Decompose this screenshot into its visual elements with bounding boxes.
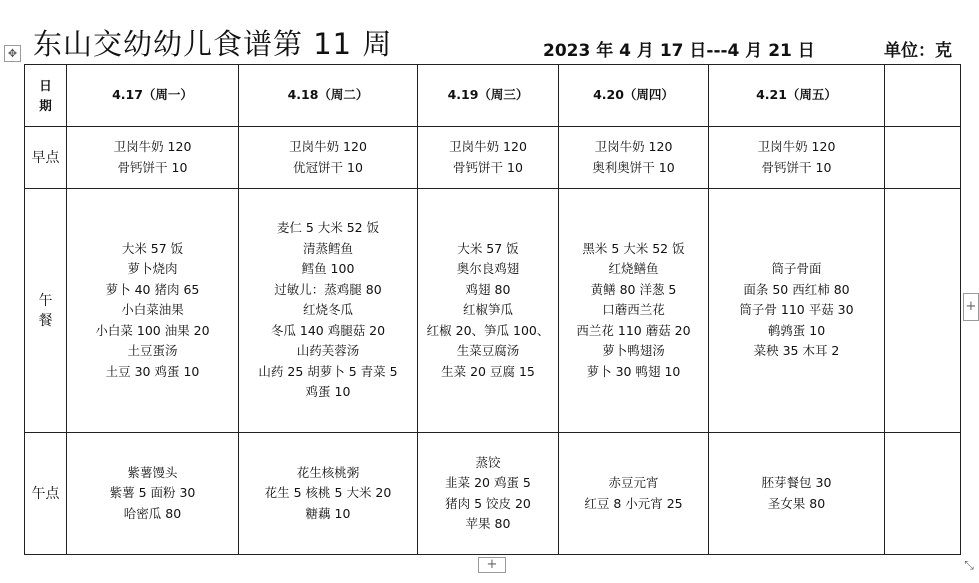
menu-item-line: 筒子骨面: [771, 261, 822, 277]
menu-item-line: 奥尔良鸡翅: [456, 261, 520, 277]
menu-item-line: 山药 25 胡萝卜 5 青菜 5: [258, 363, 398, 379]
menu-item-line: 冬瓜 140 鸡腿菇 20: [270, 322, 386, 338]
menu-item-line: 骨钙饼干 10: [761, 159, 832, 175]
menu-cell: [418, 433, 559, 555]
menu-cell: [239, 127, 418, 189]
menu-item-line: 鸡蛋 10: [305, 384, 351, 400]
menu-item-line: 黑米 5 大米 52 饭: [582, 240, 685, 256]
menu-item-line: 红烧冬瓜: [302, 302, 353, 318]
menu-item-line: 红豆 8 小元宵 25: [584, 495, 683, 511]
menu-item-line: 筒子骨 110 平菇 30: [739, 302, 854, 318]
date-range: 2023 年 4 月 17 日---4 月 21 日: [543, 41, 815, 61]
menu-item-line: 面条 50 西红柿 80: [743, 281, 850, 297]
unit-label: 单位：克: [884, 41, 952, 61]
header-row: [25, 65, 961, 127]
meal-label: 早点: [25, 127, 67, 189]
menu-item-line: 菜秧 35 木耳 2: [753, 343, 840, 359]
menu-cell: [67, 189, 239, 433]
title-row: [0, 0, 979, 62]
menu-item-line: 鹌鹑蛋 10: [767, 322, 826, 338]
menu-item-line: 韭菜 20 鸡蛋 5: [445, 475, 531, 490]
menu-item-line: 苹果 80: [465, 516, 511, 531]
menu-item-line: 清蒸鳕鱼: [302, 240, 353, 256]
menu-item-line: 圣女果 80: [767, 495, 826, 511]
day-header: 4.21（周五）: [709, 65, 885, 127]
menu-item-line: 蒸饺: [475, 454, 501, 470]
menu-item-line: 小白菜 100 油果 20: [95, 322, 210, 338]
page-title: 东山交幼幼儿食谱第 11 周: [33, 27, 393, 61]
menu-item-line: 卫岗牛奶 120: [289, 139, 367, 154]
menu-item-line: 红烧鳝鱼: [608, 261, 659, 277]
menu-table: [24, 64, 961, 555]
menu-item-line: 哈密瓜 80: [123, 505, 182, 521]
menu-cell: [709, 127, 885, 189]
menu-item-line: 鳕鱼 100: [301, 261, 355, 277]
empty-cell: [885, 127, 961, 189]
menu-item-line: 过敏儿：蒸鸡腿 80: [274, 281, 382, 297]
day-header: 4.18（周二）: [239, 65, 418, 127]
menu-item-line: 红椒笋瓜: [462, 302, 513, 318]
menu-item-line: 紫薯 5 面粉 30: [109, 485, 196, 501]
menu-item-line: 小白菜油果: [121, 302, 184, 318]
day-header: 4.19（周三）: [418, 65, 559, 127]
menu-item-line: 卫岗牛奶 120: [113, 139, 192, 154]
meal-row: [25, 127, 961, 189]
menu-cell: [709, 189, 885, 433]
menu-item-line: 奥利奥饼干 10: [592, 159, 675, 175]
empty-cell: [885, 65, 961, 127]
menu-item-line: 土豆 30 鸡蛋 10: [105, 363, 200, 379]
menu-item-line: 骨钙饼干 10: [117, 159, 188, 175]
menu-item-line: 萝卜 30 鸭翅 10: [586, 363, 681, 379]
menu-item-line: 黄鳝 80 洋葱 5: [590, 281, 677, 297]
menu-item-line: 卫岗牛奶 120: [757, 139, 836, 154]
meal-label: 午 餐: [25, 189, 67, 433]
menu-cell: [559, 189, 709, 433]
add-row-button[interactable]: +: [478, 557, 506, 573]
menu-cell: [67, 433, 239, 555]
menu-cell: [559, 127, 709, 189]
menu-cell: [239, 433, 418, 555]
menu-cell: [559, 433, 709, 555]
menu-item-line: 糖藕 10: [305, 505, 351, 521]
meal-row: [25, 433, 961, 555]
menu-item-line: 花生 5 核桃 5 大米 20: [264, 485, 392, 501]
menu-item-line: 萝卜 40 猪肉 65: [105, 281, 200, 297]
menu-cell: [67, 127, 239, 189]
meal-row: [25, 189, 961, 433]
table-move-icon[interactable]: ✥: [4, 45, 21, 62]
empty-cell: [885, 433, 961, 555]
menu-item-line: 山药芙蓉汤: [296, 343, 360, 359]
add-column-button[interactable]: +: [963, 293, 979, 321]
menu-item-line: 紫薯馒头: [127, 464, 178, 480]
menu-item-line: 土豆蛋汤: [127, 343, 178, 359]
menu-item-line: 生菜 20 豆腐 15: [441, 363, 535, 379]
menu-item-line: 卫岗牛奶 120: [449, 139, 527, 154]
menu-cell: [418, 189, 559, 433]
menu-cell: [709, 433, 885, 555]
date-column-header: 日 期: [25, 65, 67, 127]
menu-item-line: 优冠饼干 10: [293, 159, 363, 175]
menu-item-line: 红椒 20、笋瓜 100、: [426, 322, 550, 338]
menu-cell: [239, 189, 418, 433]
menu-item-line: 生菜豆腐汤: [456, 343, 520, 359]
meal-label: 午点: [25, 433, 67, 555]
menu-item-line: 鸡翅 80: [465, 281, 511, 297]
menu-item-line: 大米 57 饭: [121, 240, 184, 256]
day-header: 4.20（周四）: [559, 65, 709, 127]
menu-item-line: 口蘑西兰花: [602, 302, 665, 318]
table-resize-icon[interactable]: ⤡: [964, 558, 974, 572]
menu-cell: [418, 127, 559, 189]
menu-item-line: 赤豆元宵: [608, 475, 659, 490]
empty-cell: [885, 189, 961, 433]
menu-item-line: 花生核桃粥: [296, 464, 360, 480]
day-header: 4.17（周一）: [67, 65, 239, 127]
menu-item-line: 胚芽餐包 30: [761, 475, 832, 490]
menu-item-line: 大米 57 饭: [457, 240, 519, 256]
menu-item-line: 萝卜鸭翅汤: [602, 343, 665, 359]
menu-item-line: 卫岗牛奶 120: [594, 139, 673, 154]
menu-item-line: 麦仁 5 大米 52 饭: [276, 220, 380, 236]
menu-item-line: 西兰花 110 蘑菇 20: [576, 322, 691, 338]
menu-item-line: 猪肉 5 饺皮 20: [445, 495, 531, 511]
menu-item-line: 萝卜烧肉: [127, 261, 178, 277]
menu-item-line: 骨钙饼干 10: [453, 159, 523, 175]
